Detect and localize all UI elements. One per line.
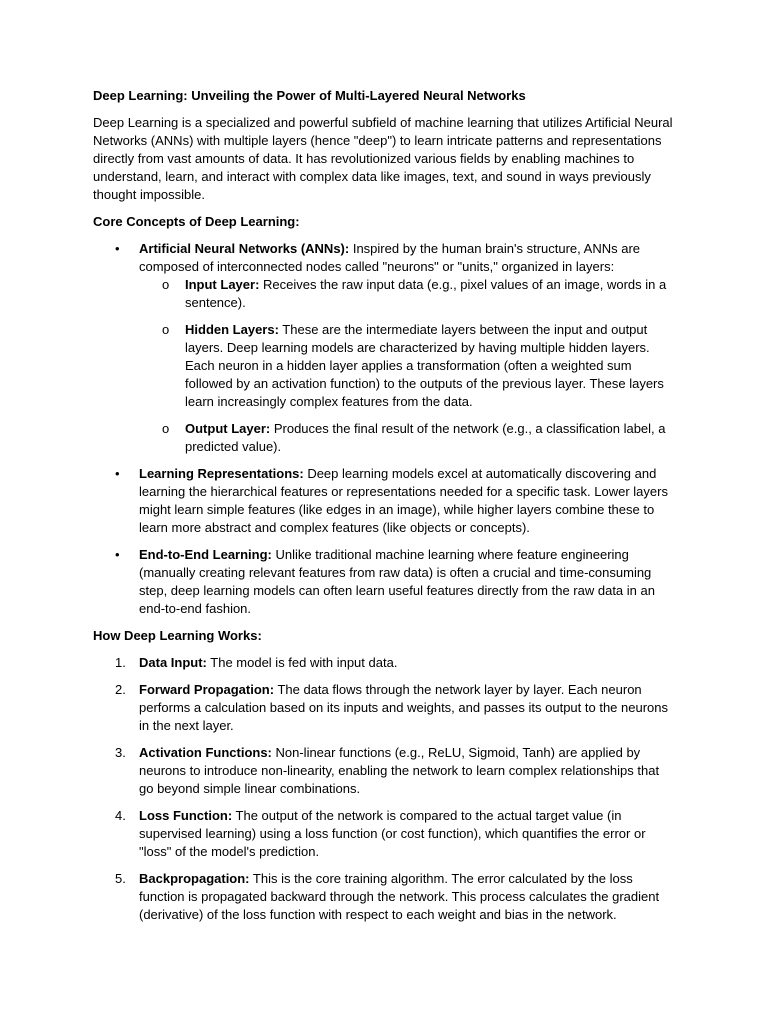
bullet-marker: • bbox=[115, 241, 120, 256]
how-it-works-heading: How Deep Learning Works: bbox=[93, 628, 262, 643]
item-text: The output of the network is compared to the actual target value (in supervised learning) using a loss function (or cost function), which quantifies the error or "loss" of the model's prediction. bbox=[139, 808, 646, 859]
list-item bbox=[139, 321, 676, 411]
item-term: Learning Representations: bbox=[139, 466, 304, 481]
list-item bbox=[139, 420, 676, 456]
bullet-marker: • bbox=[115, 547, 120, 562]
item-text: These are the intermediate layers between the input and output layers. Deep learning models are characterized by having multiple hidden layers. Each neuron in a hidden layer applies a transformation (often a weighted sum followed by an activation function) to the outputs of the previous layer. These layers learn increasingly complex features from the data. bbox=[185, 322, 664, 409]
list-item bbox=[93, 465, 676, 537]
list-item bbox=[93, 870, 676, 924]
list-item bbox=[93, 681, 676, 735]
item-text: Unlike traditional machine learning where feature engineering (manually creating relevant features from raw data) is often a crucial and time-consuming step, deep learning models can often learn useful features directly from the raw data in an end-to-end fashion. bbox=[139, 547, 655, 616]
item-text: Produces the final result of the network (e.g., a classification label, a predicted value). bbox=[185, 421, 666, 454]
item-term: Backpropagation: bbox=[139, 871, 250, 886]
step-number: 4. bbox=[115, 808, 126, 823]
item-term: Forward Propagation: bbox=[139, 682, 275, 697]
bullet-marker: • bbox=[115, 466, 120, 481]
core-concepts-heading: Core Concepts of Deep Learning: bbox=[93, 214, 300, 229]
list-item bbox=[93, 240, 676, 456]
item-text: Inspired by the human brain's structure, ANNs are composed of interconnected nodes called "neurons" or "units," organized in layers: bbox=[139, 241, 641, 274]
document-title: Deep Learning: Unveiling the Power of Multi-Layered Neural Networks bbox=[93, 88, 526, 103]
list-item bbox=[93, 546, 676, 618]
item-text: Deep learning models excel at automatically discovering and learning the hierarchical features or representations needed for a specific task. Lower layers might learn simple features (like edges in an image), while higher layers combine these to learn more abstract and complex features (like objects or concepts). bbox=[139, 466, 668, 535]
item-term: Hidden Layers: bbox=[185, 322, 279, 337]
item-text: The model is fed with input data. bbox=[206, 655, 398, 670]
step-number: 1. bbox=[115, 655, 126, 670]
step-number: 2. bbox=[115, 682, 126, 697]
item-term: Loss Function: bbox=[139, 808, 233, 823]
item-term: Data Input: bbox=[139, 655, 207, 670]
how-it-works-list bbox=[93, 654, 676, 924]
item-term: Output Layer: bbox=[185, 421, 271, 436]
item-text: Non-linear functions (e.g., ReLU, Sigmoid, Tanh) are applied by neurons to introduce non-linearity, enabling the network to learn complex relationships that go beyond simple linear combinations. bbox=[139, 745, 660, 796]
step-number: 5. bbox=[115, 871, 126, 886]
list-item bbox=[93, 744, 676, 798]
item-text: The data flows through the network layer by layer. Each neuron performs a calculation based on its inputs and weights, and passes its output to the neurons in the next layer. bbox=[139, 682, 668, 733]
list-item bbox=[93, 654, 676, 672]
item-text: This is the core training algorithm. The error calculated by the loss function is propagated backward through the network. This process calculates the gradient (derivative) of the loss function with respect to each weight and bias in the network. bbox=[139, 871, 660, 922]
intro-paragraph: Deep Learning is a specialized and powerful subfield of machine learning that utilizes Artificial Neural Networks (ANNs) with multiple layers (hence "deep") to learn intricate patterns and representations directly from vast amounts of data. It has revolutionized various fields by enabling machines to understand, learn, and interact with complex data like images, text, and sound in ways previously thought impossible. bbox=[93, 115, 673, 202]
step-number: 3. bbox=[115, 745, 126, 760]
item-term: End-to-End Learning: bbox=[139, 547, 272, 562]
item-term: Activation Functions: bbox=[139, 745, 272, 760]
sub-bullet-marker: o bbox=[162, 322, 170, 337]
item-text: Receives the raw input data (e.g., pixel values of an image, words in a sentence). bbox=[185, 277, 667, 310]
item-term: Artificial Neural Networks (ANNs): bbox=[139, 241, 350, 256]
list-item bbox=[139, 276, 676, 312]
sub-bullet-marker: o bbox=[162, 277, 170, 292]
sub-bullet-marker: o bbox=[162, 421, 170, 436]
core-concepts-list bbox=[93, 240, 676, 618]
item-term: Input Layer: bbox=[185, 277, 260, 292]
layers-sublist bbox=[139, 276, 676, 456]
list-item bbox=[93, 807, 676, 861]
